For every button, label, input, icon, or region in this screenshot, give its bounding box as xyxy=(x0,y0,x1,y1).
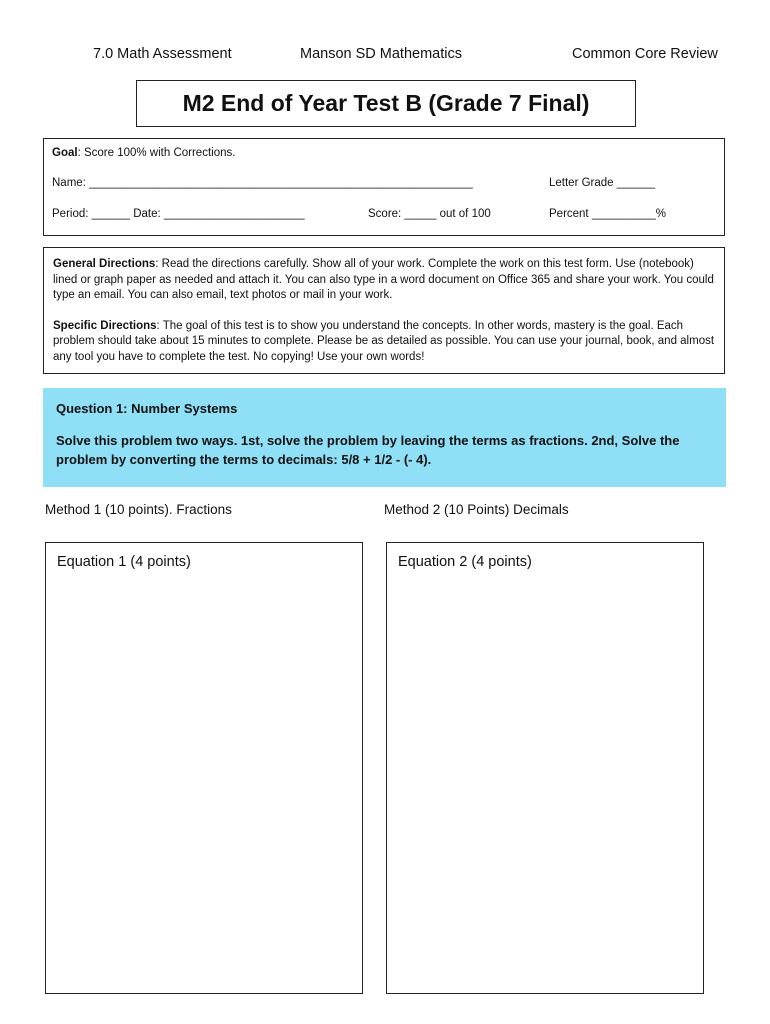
page-title: M2 End of Year Test B (Grade 7 Final) xyxy=(182,90,590,116)
question-box xyxy=(43,388,726,487)
name-field[interactable]: Name: ____________________________________________________________ xyxy=(52,177,473,189)
specific-directions-label: Specific Directions xyxy=(53,319,157,332)
period-date-field[interactable]: Period: ______ Date: ______________________ xyxy=(52,208,305,220)
score-field[interactable]: Score: _____ out of 100 xyxy=(368,208,491,220)
general-directions-label: General Directions xyxy=(53,258,156,270)
header-right-text: Common Core Review xyxy=(572,46,718,62)
question-text: Solve this problem two ways. 1st, solve the problem by leaving the terms as fractions. 2nd, Solve the problem by converting the terms to decimals: 5/8 + 1/2 - (- 4). xyxy=(56,433,680,467)
equation-1-work-area[interactable] xyxy=(45,542,363,994)
specific-directions-text: : The goal of this test is to show you understand the concepts. In other words, mastery is the goal. Each problem should take about 15 minutes to complete. Please be as detailed as possible. You can use your journal, book, and almost any tool you have to complete the test. No copying! Use your own words! xyxy=(53,319,715,363)
student-info-box xyxy=(43,138,725,236)
equation-1-label: Equation 1 (4 points) xyxy=(57,554,191,570)
equation-2-label: Equation 2 (4 points) xyxy=(398,554,532,570)
general-directions xyxy=(53,257,715,304)
goal-line xyxy=(52,147,235,159)
method-1-label: Method 1 (10 points). Fractions xyxy=(45,502,232,517)
equation-2-work-area[interactable] xyxy=(386,542,704,994)
percent-field[interactable]: Percent __________% xyxy=(549,208,667,220)
goal-label: Goal xyxy=(52,147,78,159)
title-box xyxy=(136,80,636,127)
letter-grade-field[interactable]: Letter Grade ______ xyxy=(549,177,656,189)
header-center-text: Manson SD Mathematics xyxy=(300,46,462,62)
method-2-label: Method 2 (10 Points) Decimals xyxy=(384,502,569,517)
header-left-text: 7.0 Math Assessment xyxy=(93,46,232,62)
goal-text: : Score 100% with Corrections. xyxy=(77,147,236,159)
specific-directions xyxy=(53,319,715,366)
general-directions-text: : Read the directions carefully. Show all of your work. Complete the work on this test form. Use (notebook) lined or graph paper as needed and attach it. You can also type in a word document on Office 365 and share your work. You could type an email. You can also email, text photos or mail in your work. xyxy=(53,258,714,301)
question-title: Question 1: Number Systems xyxy=(56,401,238,416)
directions-box xyxy=(43,247,725,374)
